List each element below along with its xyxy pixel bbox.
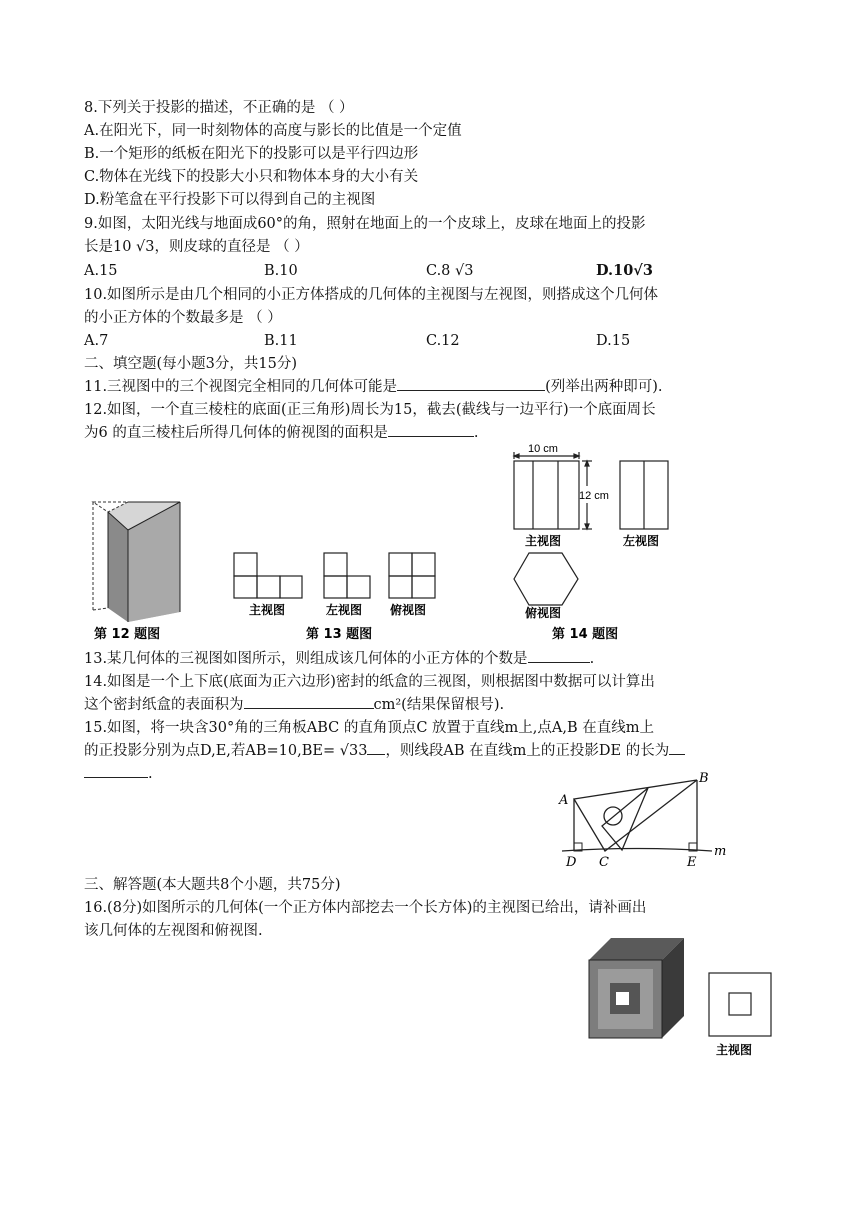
q9-option-b: B.10 <box>264 263 298 279</box>
fig16-cube <box>589 938 684 1038</box>
fig15-diagram <box>562 780 712 851</box>
fig13-caption: 第 13 题图 <box>306 627 373 642</box>
q10-stem-line1: 10.如图所示是由几个相同的小正方体搭成的几何体的主视图与左视图，则搭成这个几何体 <box>84 287 659 303</box>
q9-stem-line1: 9.如图，太阳光线与地面成60°的角，照射在地面上的一个皮球上，皮球在地面上的投影 <box>84 216 646 232</box>
q15-text-pre: 的正投影分别为点D,E,若AB=10,BE= √33 <box>84 743 368 759</box>
fig13-left-view <box>324 553 370 598</box>
fig13-top-view <box>389 553 435 598</box>
fig14-main-view-label: 主视图 <box>525 534 562 548</box>
q15-text-post: ，则线段AB 在直线m上的正投影DE 的长为 <box>385 743 670 759</box>
fig13-left-view-label: 左视图 <box>326 603 363 617</box>
q9-stem-line2: 长是10 √3，则皮球的直径是 （ ） <box>84 239 309 255</box>
q11-text-post: (列举出两种即可). <box>545 379 663 395</box>
q16-stem-line1: 16.(8分)如图所示的几何体(一个正方体内部挖去一个长方体)的主视图已给出，请补画出 <box>84 900 647 916</box>
q14-text-pre: 这个密封纸盒的表面积为 <box>84 697 244 713</box>
q14-stem-line2 <box>84 694 504 716</box>
q15-text-end: . <box>148 766 153 782</box>
fig15-label-c: C <box>599 855 609 870</box>
q8-stem: 8.下列关于投影的描述，不正确的是 （ ） <box>84 100 354 116</box>
q8-option-b: B.一个矩形的纸板在阳光下的投影可以是平行四边形 <box>84 146 419 162</box>
q8-option-d: D.粉笔盒在平行投影下可以得到自己的主视图 <box>84 192 376 208</box>
q13-text-pre: 13.某几何体的三视图如图所示，则组成该几何体的小正方体的个数是 <box>84 651 528 667</box>
q8-option-c: C.物体在光线下的投影大小只和物体本身的大小有关 <box>84 169 419 185</box>
fig15-label-b: B <box>699 771 709 786</box>
q12-text-pre: 为6 的直三棱柱后所得几何体的俯视图的面积是 <box>84 425 388 441</box>
q11-text-pre: 11.三视图中的三个视图完全相同的几何体可能是 <box>84 379 398 395</box>
fig14-top-view-hexagon <box>514 553 578 605</box>
q15-stem-line1: 15.如图，将一块含30°角的三角板ABC 的直角顶点C 放置于直线m上,点A,B 在直线m上 <box>84 720 655 736</box>
q10-option-b: B.11 <box>264 333 298 349</box>
fig13-main-view-label: 主视图 <box>249 603 286 617</box>
fig14-left-view <box>620 461 668 529</box>
q16-stem-line2: 该几何体的左视图和俯视图. <box>84 923 263 939</box>
fig15-label-e: E <box>687 855 697 870</box>
fig12-prism <box>93 502 180 622</box>
q12-text-post: . <box>473 425 479 441</box>
q8-option-a: A.在阳光下，同一时刻物体的高度与影长的比值是一个定值 <box>84 123 462 139</box>
q10-stem-line2: 的小正方体的个数最多是 （ ） <box>84 310 282 326</box>
q15-stem-line2 <box>84 740 685 762</box>
fig14-height-dimension: 12 cm <box>579 490 609 502</box>
q14-stem-line1: 14.如图是一个上下底(底面为正六边形)密封的纸盒的三视图，则根据图中数据可以计算出 <box>84 674 655 690</box>
fig15-label-m: m <box>714 844 727 859</box>
q10-option-d: D.15 <box>596 333 631 349</box>
section-2-heading: 二、填空题(每小题3分，共15分) <box>84 356 297 372</box>
q15-stem-line3 <box>84 763 153 785</box>
fig15-label-d: D <box>566 855 577 870</box>
fig14-caption: 第 14 题图 <box>552 627 619 642</box>
q13-stem <box>84 648 594 670</box>
q13-answer-blank[interactable] <box>528 648 590 663</box>
q10-option-a: A.7 <box>84 333 109 349</box>
q9-option-c: C.8 √3 <box>426 263 474 279</box>
fig15-label-a: A <box>559 793 569 808</box>
fig16-main-view-label: 主视图 <box>716 1043 753 1057</box>
q14-text-post: cm²(结果保留根号). <box>373 697 505 713</box>
q15-be-underline <box>367 740 385 755</box>
q12-stem-line1: 12.如图，一个直三棱柱的底面(正三角形)周长为15，截去(截线与一边平行)一个底面周长 <box>84 402 656 418</box>
q15-answer-blank[interactable] <box>84 763 148 778</box>
fig12-caption: 第 12 题图 <box>94 627 161 642</box>
q11-stem <box>84 376 663 398</box>
fig14-main-view <box>514 452 592 529</box>
q13-text-post: . <box>589 651 595 667</box>
fig13-main-view <box>234 553 302 598</box>
fig14-left-view-label: 左视图 <box>623 534 660 548</box>
q11-answer-blank[interactable] <box>397 376 545 391</box>
section-3-heading: 三、解答题(本大题共8个小题，共75分) <box>84 877 341 893</box>
fig13-top-view-label: 俯视图 <box>390 603 427 617</box>
fig14-width-dimension: 10 cm <box>528 443 558 455</box>
fig16-main-view <box>709 973 771 1036</box>
q12-stem-line2 <box>84 422 478 444</box>
q15-answer-blank-start[interactable] <box>669 740 685 755</box>
q9-option-a: A.15 <box>84 263 118 279</box>
fig14-top-view-label: 俯视图 <box>525 606 562 620</box>
q14-answer-blank[interactable] <box>244 694 374 709</box>
q9-option-d: D.10√3 <box>596 262 653 279</box>
q10-option-c: C.12 <box>426 333 460 349</box>
q12-answer-blank[interactable] <box>388 422 474 437</box>
